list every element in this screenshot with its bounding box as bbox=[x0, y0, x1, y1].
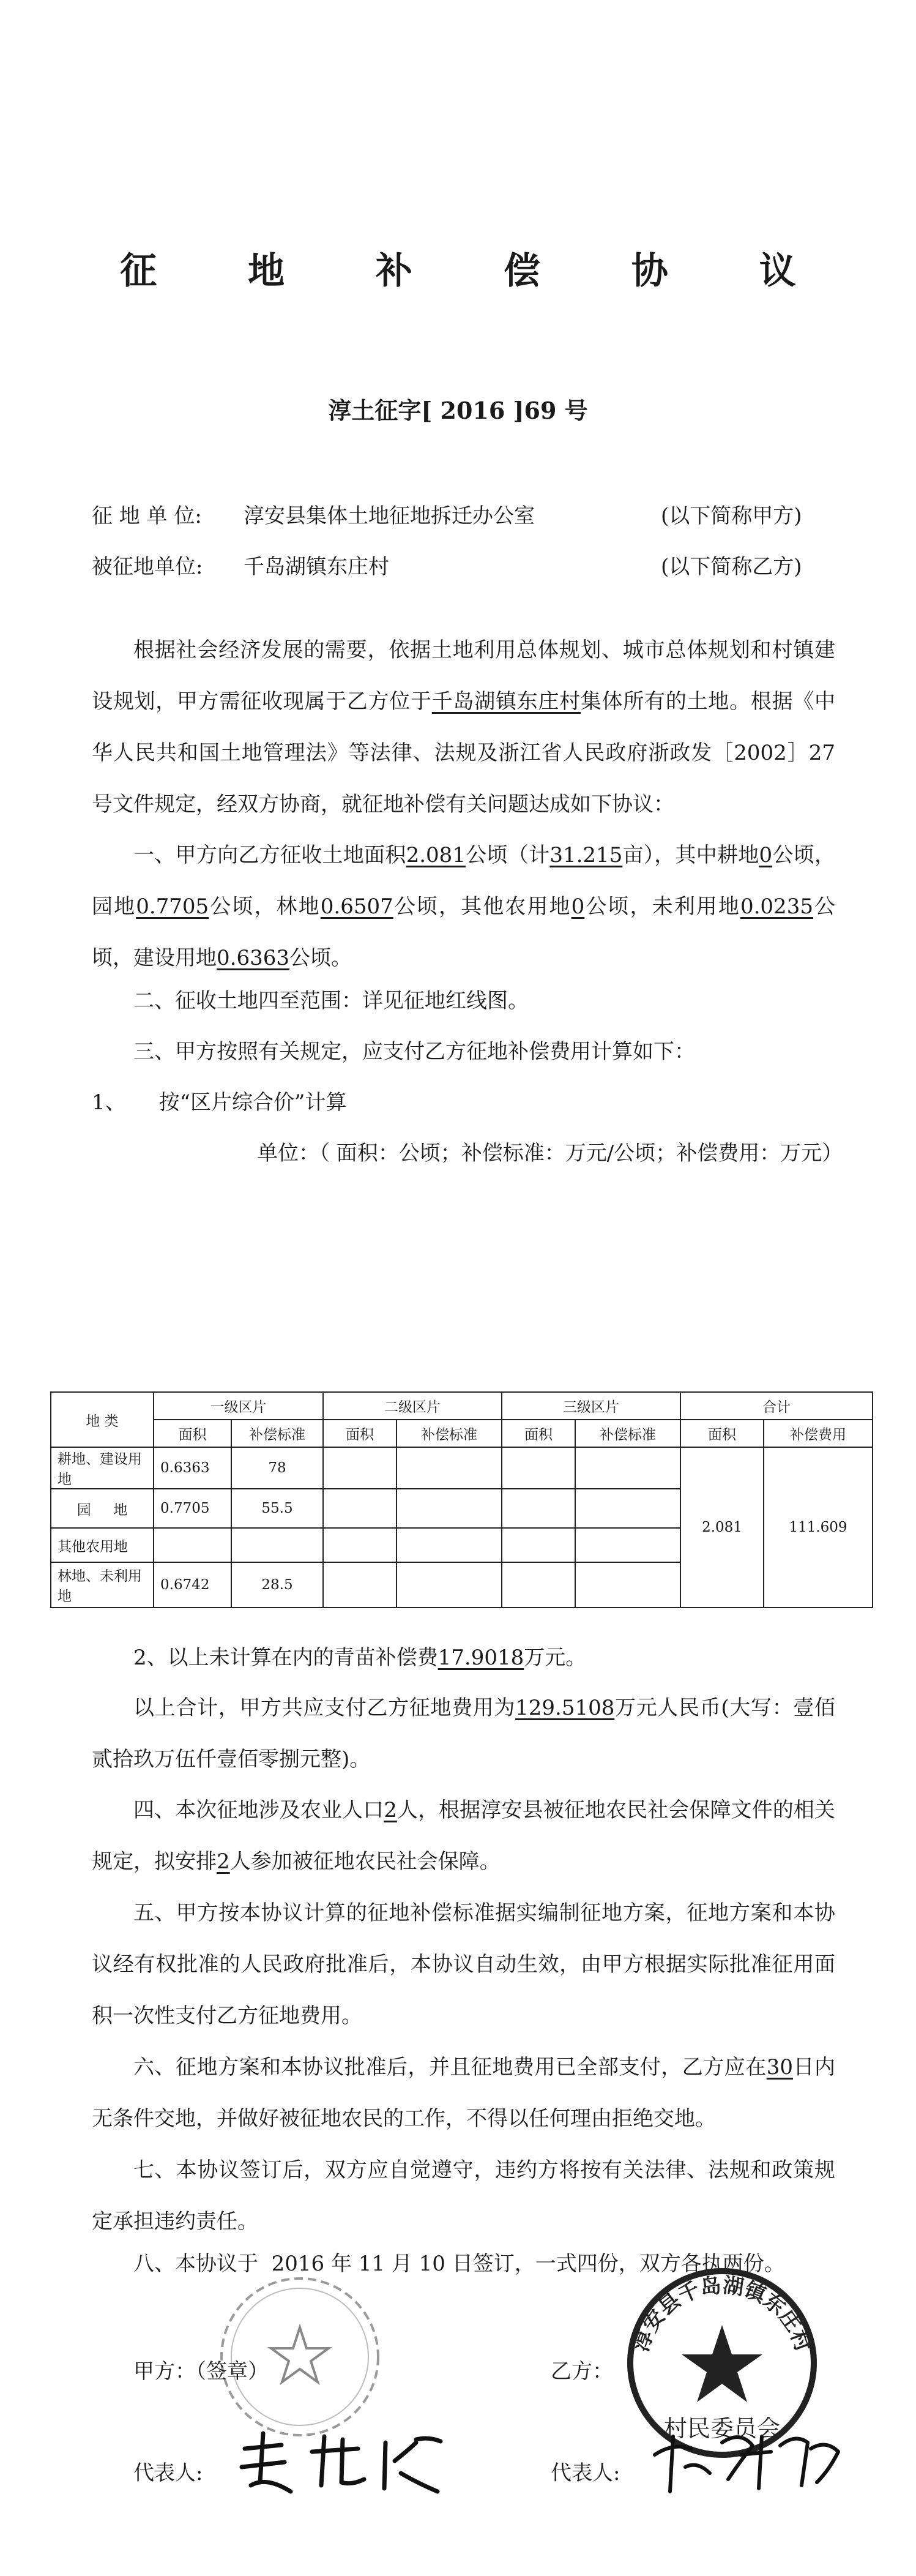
header-total: 合计 bbox=[680, 1392, 873, 1420]
total-area: 2.081 bbox=[680, 1447, 764, 1608]
document-number: 淳土征字[ 2016 ]69 号 bbox=[328, 397, 588, 424]
clause-8: 八、本协议于 2016 年 11 月 10 日签订，一式四份，双方各执两份。 bbox=[133, 2252, 785, 2276]
header-zone1-area: 面积 bbox=[154, 1420, 231, 1447]
clause-7: 七、本协议签订后，双方应自觉遵守，违约方将按有关法律、法规和政策规定承担违约责任。 bbox=[92, 2158, 835, 2234]
party-b-label: 被征地单位: bbox=[92, 555, 203, 579]
header-category: 地 类 bbox=[51, 1392, 154, 1447]
party-b-representative-label: 代表人: bbox=[551, 2461, 620, 2485]
header-zone2-std: 补偿标准 bbox=[397, 1420, 502, 1447]
svg-text:淳安县千岛湖镇东庄村: 淳安县千岛湖镇东庄村 bbox=[628, 2273, 816, 2355]
header-total-fee: 补偿费用 bbox=[764, 1420, 873, 1447]
party-b-signature bbox=[649, 2418, 851, 2504]
clause-6: 六、征地方案和本协议批准后，并且征地费用已全部支付，乙方应在30日内无条件交地，并做好被征地农民的工作，不得以任何理由拒绝交地。 bbox=[92, 2055, 835, 2131]
table-row: 耕地、建设用地 0.6363 78 2.081 111.609 bbox=[51, 1447, 873, 1489]
table-row: 其他农用地 bbox=[51, 1528, 873, 1562]
clause-1: 一、甲方向乙方征收土地面积2.081公顷（计31.215亩），其中耕地0公顷，园地0.7705公顷，林地0.6507公顷，其他农用地0公顷，未利用地0.0235公顷，建设用地0.6363公顷。 bbox=[92, 843, 836, 970]
preamble-paragraph: 根据社会经济发展的需要，依据土地利用总体规划、城市总体规划和村镇建设规划，甲方需征收现属于乙方位于千岛湖镇东庄村集体所有的土地。根据《中华人民共和国土地管理法》等法律、法规及浙江省人民政府浙政发［2002］27 号文件规定，经双方协商，就征地补偿有关问题达成如下协议： bbox=[92, 638, 836, 817]
party-a-signature bbox=[233, 2424, 453, 2504]
party-b-sign-label: 乙方： bbox=[551, 2359, 613, 2384]
header-zone3-std: 补偿标准 bbox=[575, 1420, 680, 1447]
document-title: 征 地 补 偿 协 议 bbox=[120, 250, 835, 293]
clause-2: 二、征收土地四至范围：详见征地红线图。 bbox=[133, 989, 529, 1013]
table-row: 林地、未利用地 0.6742 28.5 bbox=[51, 1562, 873, 1608]
land-location: 千岛湖镇东庄村 bbox=[431, 689, 581, 714]
party-b-note: (以下简称乙方) bbox=[661, 555, 802, 579]
header-zone-2: 二级区片 bbox=[323, 1392, 502, 1420]
header-zone-1: 一级区片 bbox=[154, 1392, 323, 1420]
table-row: 园 地 0.7705 55.5 bbox=[51, 1489, 873, 1528]
clause-4: 四、本次征地涉及农业人口2人，根据淳安县被征地农民社会保障文件的相关规定，拟安排2人参加被征地农民社会保障。 bbox=[92, 1798, 836, 1874]
unit-note: 单位：（ 面积：公顷；补偿标准：万元/公顷；补偿费用：万元） bbox=[257, 1141, 843, 1166]
total-fee: 111.609 bbox=[764, 1447, 873, 1608]
header-zone3-area: 面积 bbox=[502, 1420, 575, 1447]
party-a-label: 征 地 单 位: bbox=[92, 504, 202, 528]
total-paragraph: 以上合计，甲方共应支付乙方征地费用为129.5108万元人民币(大写：壹佰贰拾玖万伍仟壹佰零捌元整)。 bbox=[92, 1696, 836, 1772]
item-1: 1、 按“区片综合价”计算 bbox=[92, 1090, 347, 1115]
header-zone2-area: 面积 bbox=[323, 1420, 397, 1447]
header-zone1-std: 补偿标准 bbox=[231, 1420, 323, 1447]
header-zone-3: 三级区片 bbox=[502, 1392, 680, 1420]
party-a-representative-label: 代表人: bbox=[133, 2461, 203, 2485]
party-a-note: (以下简称甲方) bbox=[661, 504, 802, 528]
party-a-sign-label: 甲方：（签章） bbox=[133, 2359, 269, 2384]
svg-text:村民委员会: 村民委员会 bbox=[663, 2415, 781, 2442]
party-b-name: 千岛湖镇东庄村 bbox=[244, 555, 389, 579]
clause-5: 五、甲方按本协议计算的征地补偿标准据实编制征地方案，征地方案和本协议经有权批准的人民政府批准后，本协议自动生效，由甲方根据实际批准征用面积一次性支付乙方征地费用。 bbox=[92, 1901, 835, 2028]
item-2: 2、以上未计算在内的青苗补偿费17.9018万元。 bbox=[133, 1646, 587, 1670]
party-a-name: 淳安县集体土地征地拆迁办公室 bbox=[244, 504, 535, 528]
clause-3: 三、甲方按照有关规定，应支付乙方征地补偿费用计算如下： bbox=[133, 1039, 695, 1064]
header-total-area: 面积 bbox=[680, 1420, 764, 1447]
compensation-table bbox=[50, 1391, 873, 1608]
